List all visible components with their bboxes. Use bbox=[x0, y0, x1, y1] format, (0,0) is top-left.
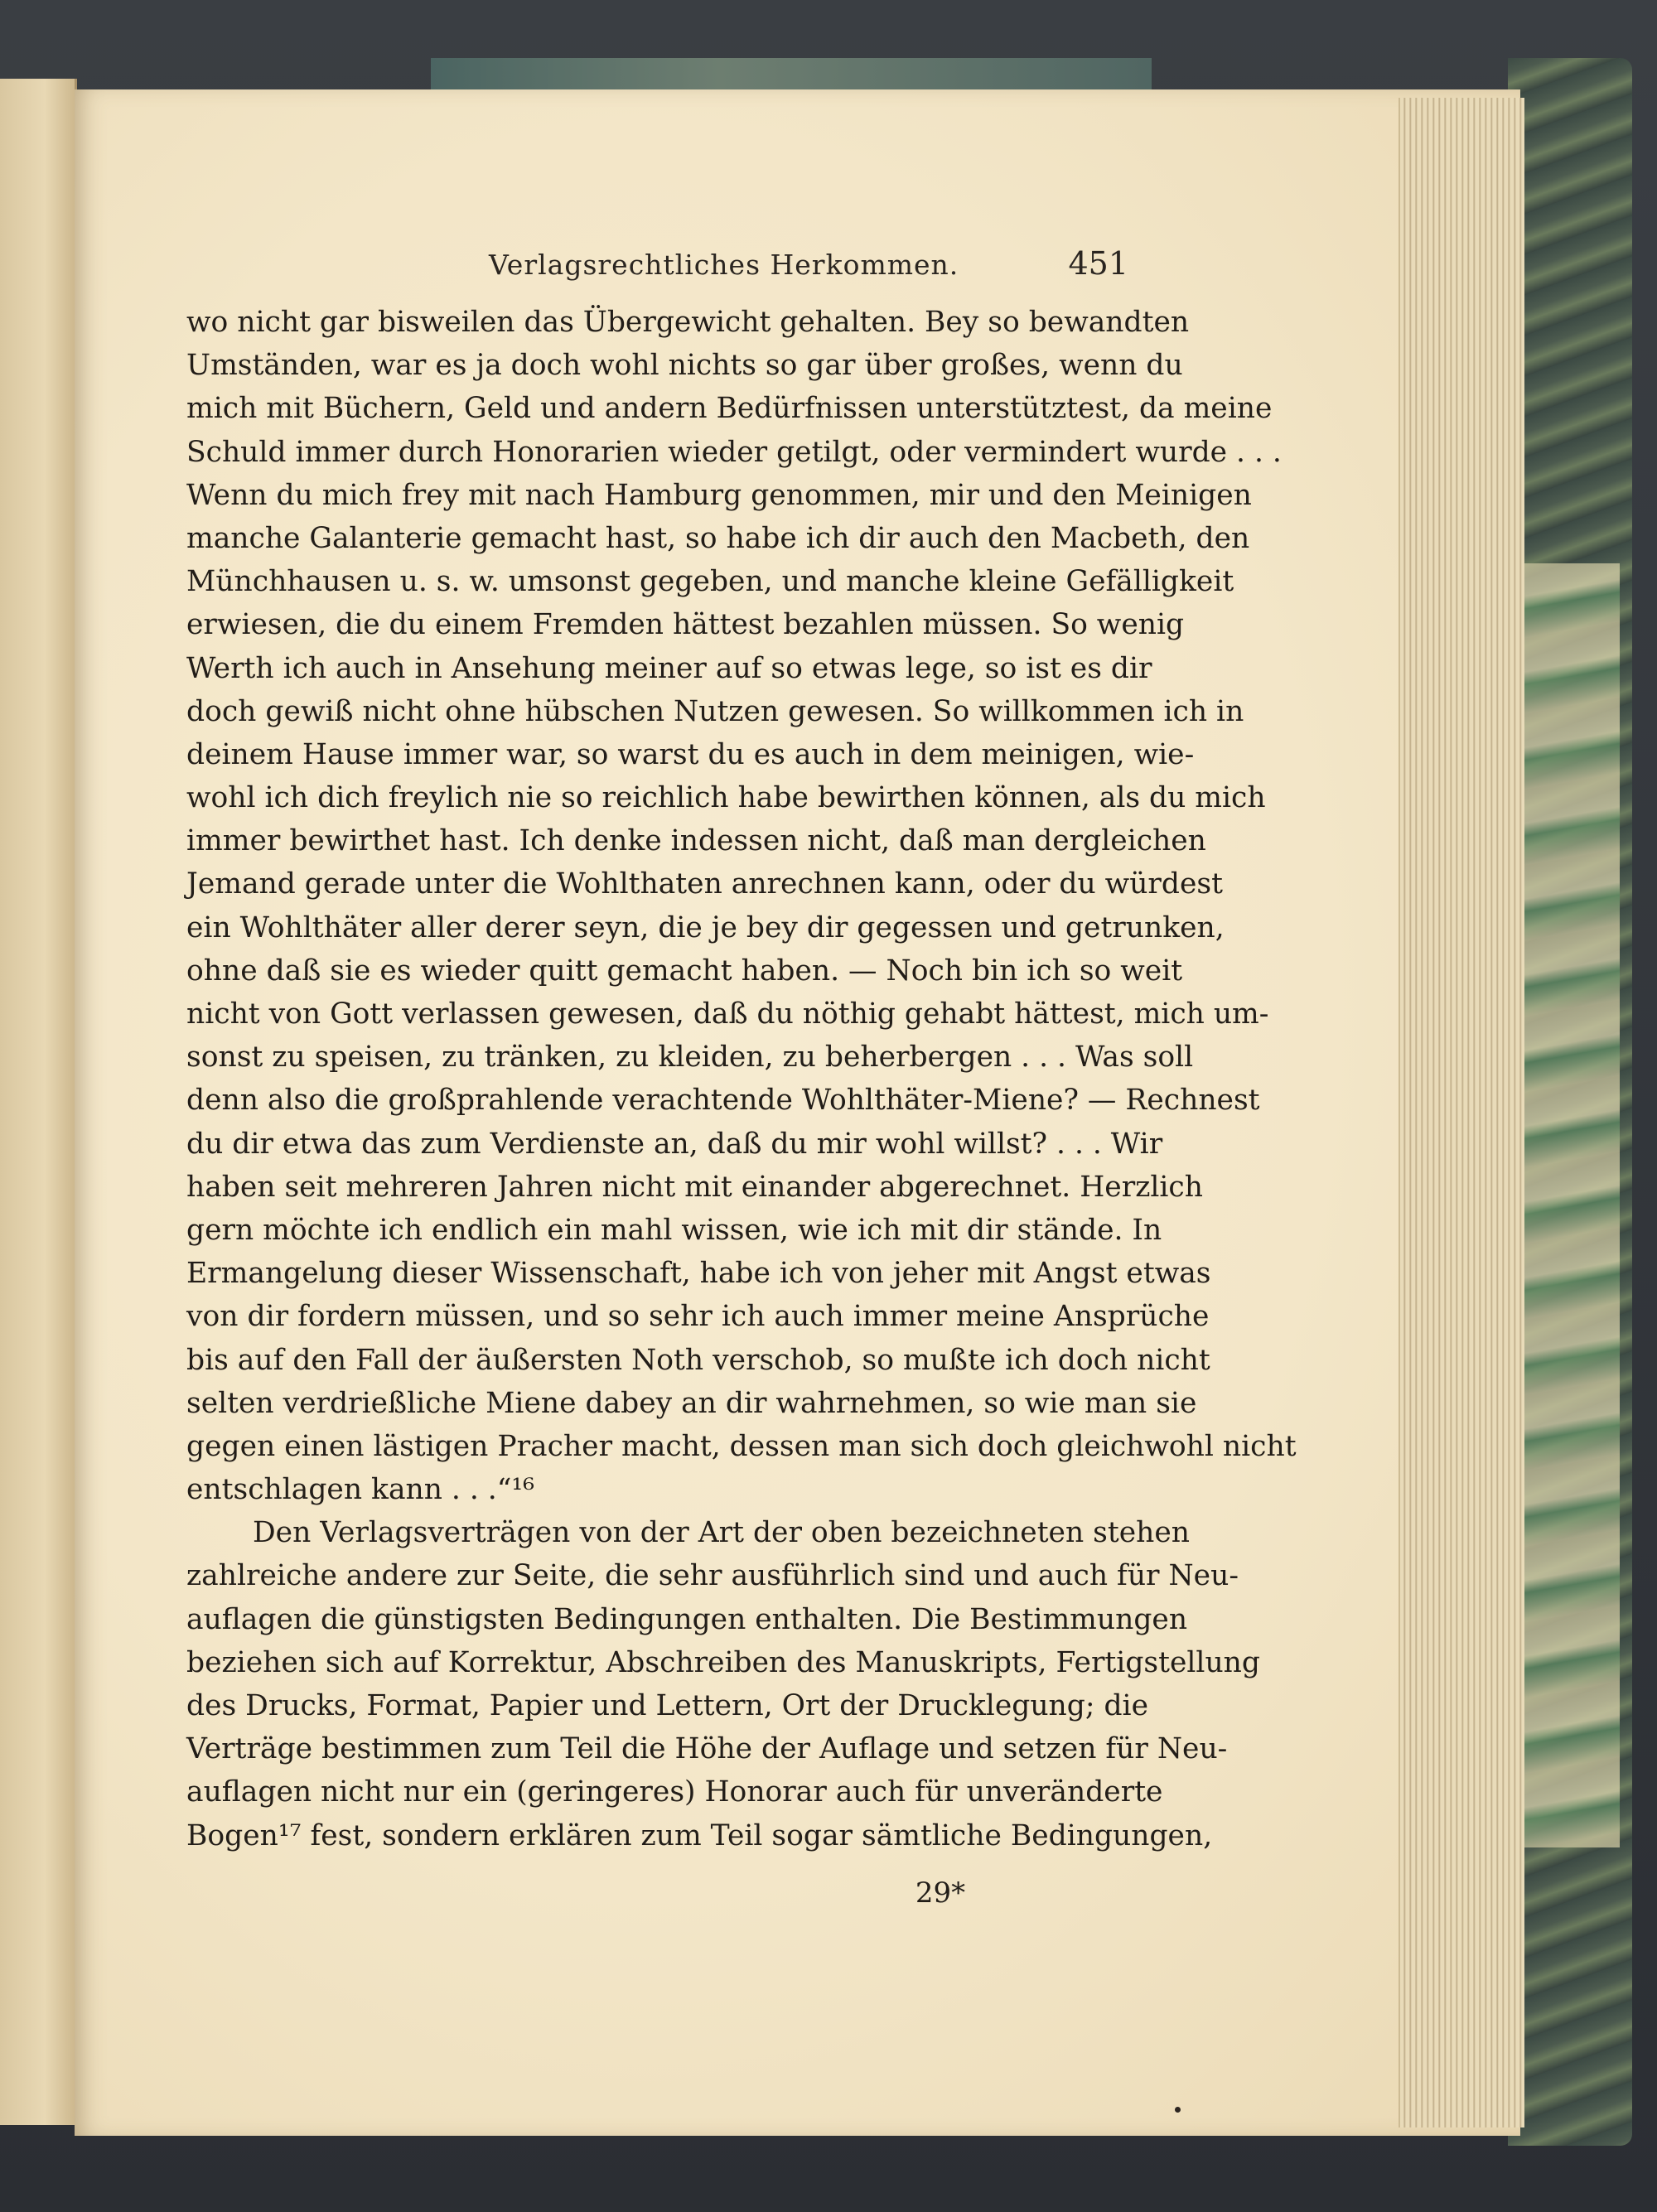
top-cover-strip bbox=[431, 58, 1152, 91]
text-line: erwiesen, die du einem Fremden hättest bezahlen müssen. So wenig bbox=[186, 608, 1185, 642]
text-line: Werth ich auch in Ansehung meiner auf so etwas lege, so ist es dir bbox=[186, 651, 1152, 685]
text-line: gegen einen lästigen Pracher macht, dessen man sich doch gleichwohl nicht bbox=[186, 1429, 1297, 1463]
text-line: nicht von Gott verlassen gewesen, daß du nöthig gehabt hättest, mich um- bbox=[186, 997, 1269, 1031]
text-line: von dir fordern müssen, und so sehr ich auch immer meine Ansprüche bbox=[186, 1300, 1210, 1334]
text-line: Bogen¹⁷ fest, sondern erklären zum Teil sogar sämtliche Bedingungen, bbox=[186, 1818, 1213, 1852]
text-line: mich mit Büchern, Geld und andern Bedürfnissen unterstütztest, da meine bbox=[186, 392, 1273, 426]
text-line: Verträge bestimmen zum Teil die Höhe der Auflage und setzen für Neu- bbox=[186, 1732, 1228, 1766]
running-title: Verlagsrechtliches Herkommen. bbox=[489, 249, 959, 281]
text-line: des Drucks, Format, Papier und Lettern, Ort der Drucklegung; die bbox=[186, 1689, 1148, 1722]
text-line: sonst zu speisen, zu tränken, zu kleiden, zu beherbergen . . . Was soll bbox=[186, 1041, 1194, 1075]
page-edges bbox=[1399, 98, 1524, 2127]
text-line: zahlreiche andere zur Seite, die sehr ausführlich sind und auch für Neu- bbox=[186, 1559, 1239, 1593]
text-line: Jemand gerade unter die Wohlthaten anrechnen kann, oder du würdest bbox=[186, 867, 1223, 901]
text-line: Ermangelung dieser Wissenschaft, habe ich von jeher mit Angst etwas bbox=[186, 1257, 1211, 1291]
text-line: entschlagen kann . . .“¹⁶ bbox=[186, 1473, 535, 1507]
text-line: haben seit mehreren Jahren nicht mit einander abgerechnet. Herzlich bbox=[186, 1170, 1203, 1204]
text-line: ein Wohlthäter aller derer seyn, die je bey dir gegessen und getrunken, bbox=[186, 910, 1225, 944]
text-line: Wenn du mich frey mit nach Hamburg genommen, mir und den Meinigen bbox=[186, 478, 1252, 512]
text-line: du dir etwa das zum Verdienste an, daß du mir wohl willst? . . . Wir bbox=[186, 1127, 1163, 1161]
page-speck bbox=[1175, 2107, 1181, 2113]
text-line: gern möchte ich endlich ein mahl wissen, wie ich mit dir stände. In bbox=[186, 1213, 1162, 1247]
marbled-cover-pattern bbox=[1520, 563, 1620, 1847]
text-line: Münchhausen u. s. w. umsonst gegeben, und manche kleine Gefälligkeit bbox=[186, 565, 1234, 599]
body-text bbox=[186, 301, 1297, 1857]
paragraph-start-line: Den Verlagsverträgen von der Art der oben bezeichneten stehen bbox=[253, 1516, 1191, 1550]
text-line: deinem Hause immer war, so warst du es auch in dem meinigen, wie- bbox=[186, 737, 1195, 771]
left-page-edge bbox=[0, 79, 77, 2125]
text-line: beziehen sich auf Korrektur, Abschreiben des Manuskripts, Fertigstellung bbox=[186, 1645, 1260, 1679]
text-line: bis auf den Fall der äußersten Noth verschob, so mußte ich doch nicht bbox=[186, 1343, 1210, 1377]
text-line: wohl ich dich freylich nie so reichlich habe bewirthen können, als du mich bbox=[186, 781, 1266, 815]
printer-signature-mark: 29* bbox=[915, 1876, 966, 1910]
text-line: selten verdrießliche Miene dabey an dir wahrnehmen, so wie man sie bbox=[186, 1386, 1197, 1420]
text-line: manche Galanterie gemacht hast, so habe ich dir auch den Macbeth, den bbox=[186, 521, 1250, 555]
text-line: doch gewiß nicht ohne hübschen Nutzen gewesen. So willkommen ich in bbox=[186, 694, 1244, 728]
text-line: auflagen nicht nur ein (geringeres) Honorar auch für unveränderte bbox=[186, 1775, 1163, 1809]
text-line: wo nicht gar bisweilen das Übergewicht gehalten. Bey so bewandten bbox=[186, 306, 1190, 339]
page-number: 451 bbox=[1068, 245, 1128, 282]
text-line: auflagen die günstigsten Bedingungen enthalten. Die Bestimmungen bbox=[186, 1602, 1188, 1636]
text-line: Umständen, war es ja doch wohl nichts so gar über großes, wenn du bbox=[186, 349, 1183, 383]
text-line: Schuld immer durch Honorarien wieder getilgt, oder vermindert wurde . . . bbox=[186, 435, 1282, 469]
text-line: denn also die großprahlende verachtende Wohlthäter-Miene? — Rechnest bbox=[186, 1084, 1260, 1118]
text-line: ohne daß sie es wieder quitt gemacht haben. — Noch bin ich so weit bbox=[186, 954, 1183, 988]
text-line: immer bewirthet hast. Ich denke indessen nicht, daß man dergleichen bbox=[186, 824, 1206, 858]
